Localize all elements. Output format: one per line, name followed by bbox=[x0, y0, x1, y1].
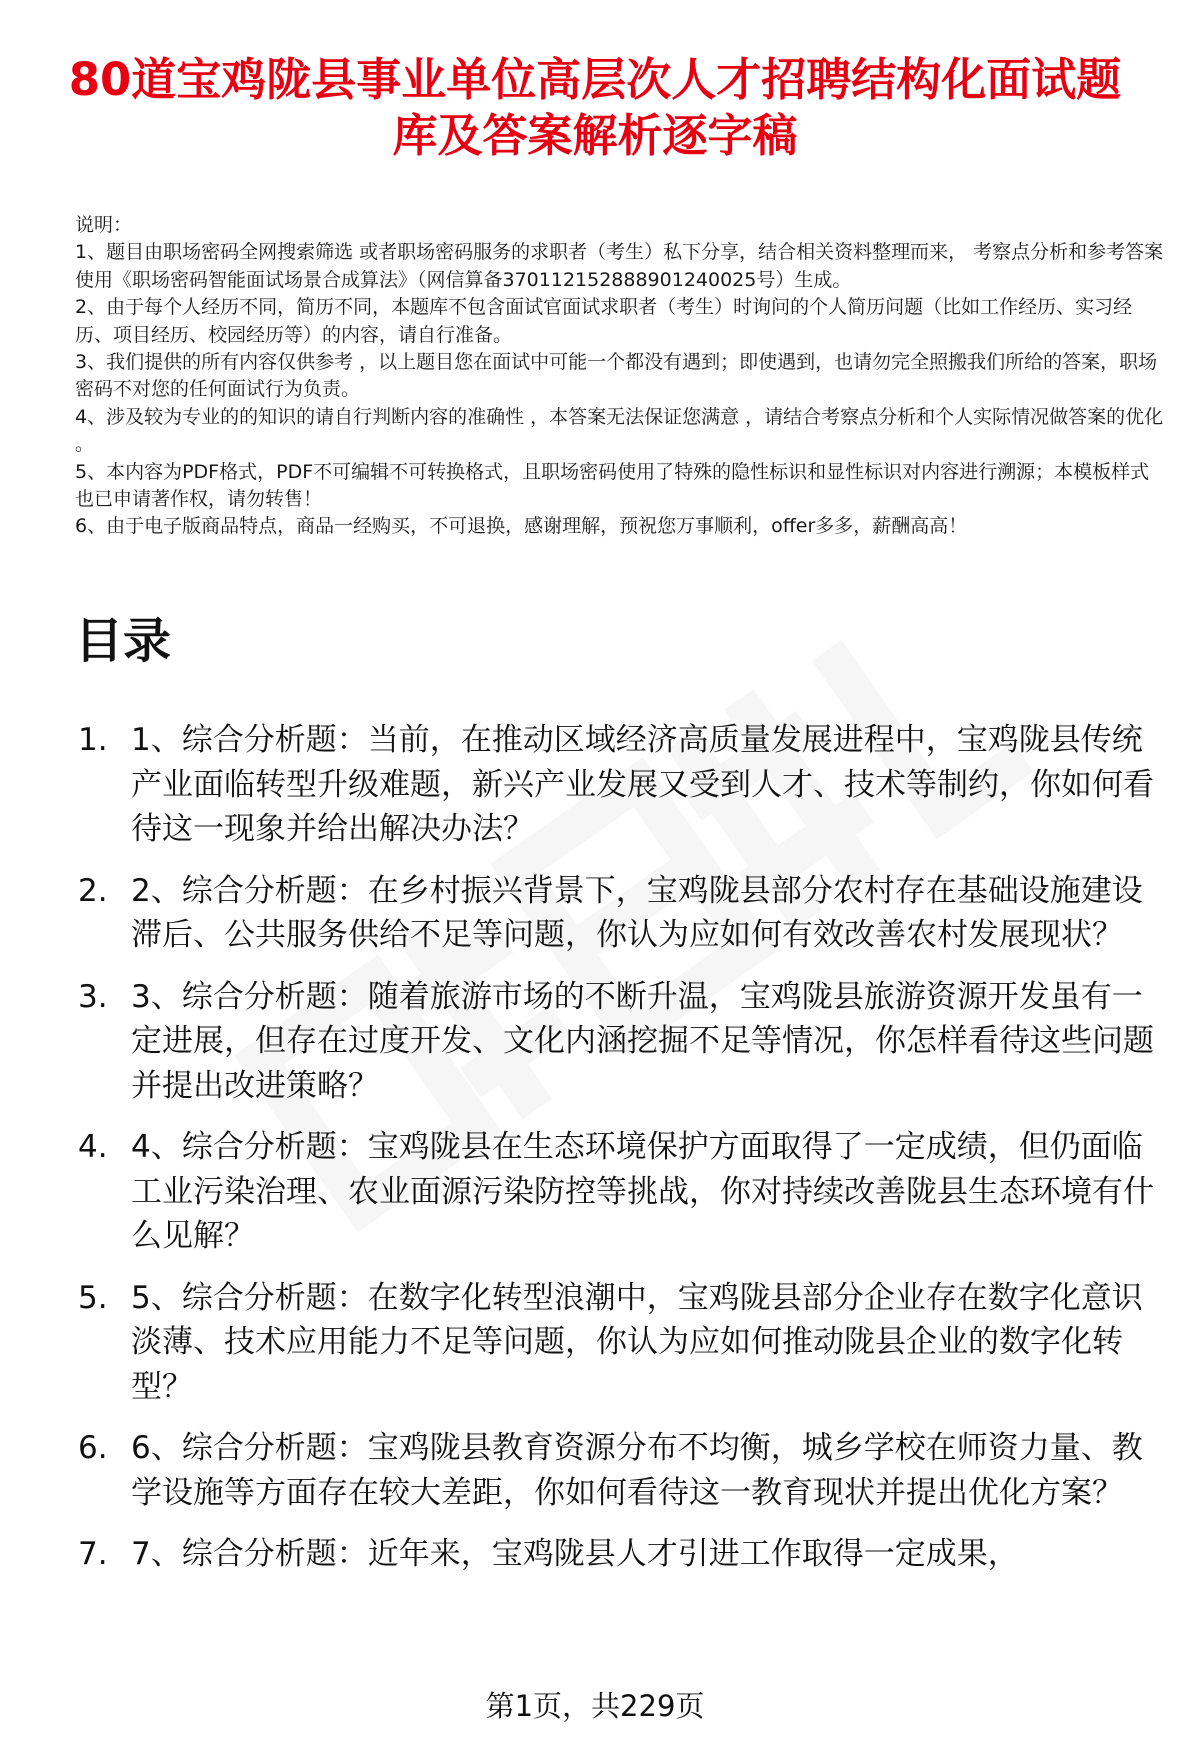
note-item: 6、由于电子版商品特点，商品一经购买，不可退换，感谢理解，预祝您万事顺利，offer多多，薪酬高高！ bbox=[75, 515, 968, 538]
note-item: 3、我们提供的所有内容仅供参考 ，以上题目您在面试中可能一个都没有遇到；即使遇到，也请勿完全照搬我们所给的答案，职场密码不对您的任何面试行为负责。 bbox=[75, 351, 1158, 401]
toc-item[interactable] bbox=[75, 975, 1170, 1109]
toc-item-number: 4. bbox=[78, 1129, 108, 1165]
toc-heading: 目录 bbox=[75, 613, 172, 669]
toc-item[interactable] bbox=[75, 1532, 1170, 1577]
note-item: 1、题目由职场密码全网搜索筛选 或者职场密码服务的求职者（考生）私下分享，结合相关资料整理而来， 考察点分析和参考答案使用《职场密码智能面试场景合成算法》（网信算备370112152888901240025号）生成。 bbox=[75, 241, 1164, 291]
toc-item[interactable] bbox=[75, 869, 1170, 958]
toc-item-text: 4、综合分析题：宝鸡陇县在生态环境保护方面取得了一定成绩，但仍面临工业污染治理、农业面源污染防控等挑战，你对持续改善陇县生态环境有什么见解？ bbox=[131, 1129, 1154, 1254]
toc-item-number: 3. bbox=[78, 978, 108, 1015]
toc-item-text: 7、综合分析题：近年来，宝鸡陇县人才引进工作取得一定成果， bbox=[131, 1536, 1019, 1572]
note-item: 2、由于每个人经历不同，简历不同，本题库不包含面试官面试求职者（考生）时询问的个人简历问题（比如工作经历、实习经历、项目经历、校园经历等）的内容，请自行准备。 bbox=[75, 296, 1133, 346]
notes-heading: 说明： bbox=[75, 214, 133, 236]
toc-item-text: 6、综合分析题：宝鸡陇县教育资源分布不均衡，城乡学校在师资力量、教学设施等方面存在较大差距，你如何看待这一教育现状并提出优化方案？ bbox=[131, 1430, 1143, 1511]
toc-item-text: 3、综合分析题：随着旅游市场的不断升温，宝鸡陇县旅游资源开发虽有一定进展，但存在过度开发、文化内涵挖掘不足等情况，你怎样看待这些问题并提出改进策略？ bbox=[131, 978, 1154, 1104]
toc-item[interactable] bbox=[75, 1426, 1170, 1515]
toc-item[interactable] bbox=[75, 1276, 1170, 1410]
toc-item[interactable] bbox=[75, 718, 1170, 852]
toc-list bbox=[75, 718, 1170, 1594]
toc-item-text: 2、综合分析题：在乡村振兴背景下，宝鸡陇县部分农村存在基础设施建设滞后、公共服务供给不足等问题，你认为应如何有效改善农村发展现状？ bbox=[131, 872, 1143, 953]
toc-item-number: 1. bbox=[78, 722, 108, 758]
toc-item-text: 1、综合分析题：当前，在推动区域经济高质量发展进程中，宝鸡陇县传统产业面临转型升级难题，新兴产业发展又受到人才、技术等制约，你如何看待这一现象并给出解决办法？ bbox=[131, 722, 1154, 847]
toc-item-text: 5、综合分析题：在数字化转型浪潮中，宝鸡陇县部分企业存在数字化意识淡薄、技术应用能力不足等问题，你认为应如何推动陇县企业的数字化转型？ bbox=[131, 1279, 1143, 1405]
note-item: 4、涉及较为专业的的知识的请自行判断内容的准确性 ，本答案无法保证您满意 ，请结合考察点分析和个人实际情况做答案的优化 。 bbox=[75, 405, 1164, 456]
toc-item-number: 7. bbox=[78, 1536, 108, 1572]
notes-section bbox=[75, 212, 1165, 541]
toc-item-number: 6. bbox=[78, 1430, 108, 1466]
note-item: 5、本内容为PDF格式，PDF不可编辑不可转换格式，且职场密码使用了特殊的隐性标识和显性标识对内容进行溯源；本模板样式也已申请著作权，请勿转售！ bbox=[75, 460, 1150, 511]
page-footer: 第1页，共229页 bbox=[485, 1689, 705, 1723]
toc-item[interactable] bbox=[75, 1125, 1170, 1259]
toc-item-number: 5. bbox=[78, 1279, 108, 1316]
toc-item-number: 2. bbox=[78, 872, 108, 909]
document-title: 80道宝鸡陇县事业单位高层次人才招聘结构化面试题库及答案解析逐字稿 bbox=[68, 53, 1122, 162]
